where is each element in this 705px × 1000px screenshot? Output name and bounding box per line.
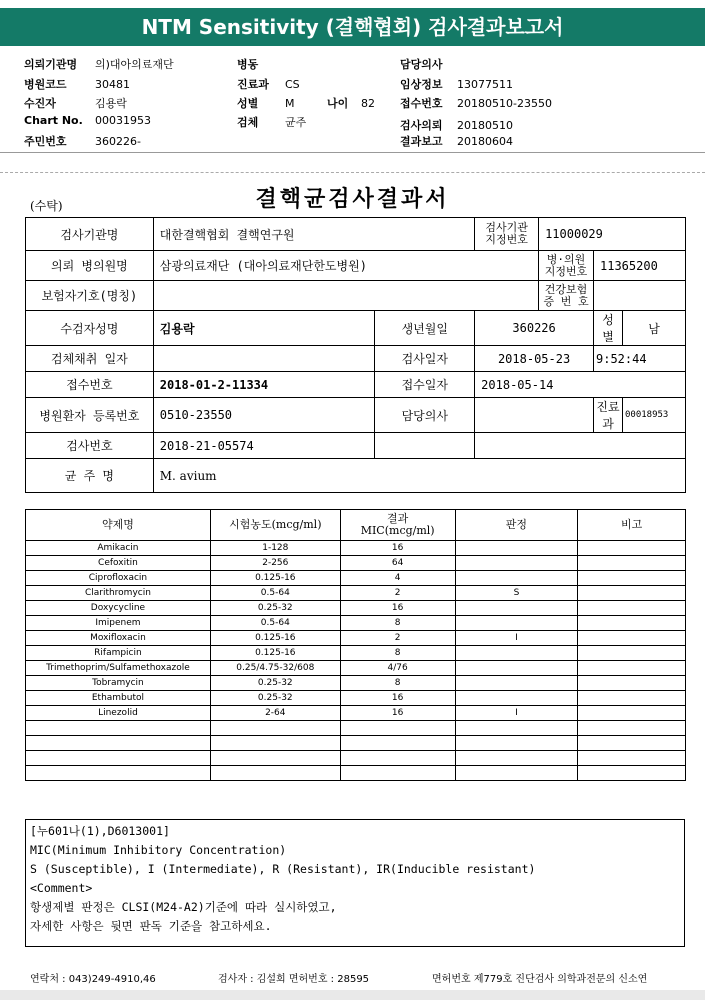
- header-left-label: Chart No.: [24, 114, 83, 127]
- hospital-no-label: 병·의원 지정번호: [539, 251, 594, 281]
- drug-cell-mic: [340, 751, 455, 766]
- drug-sensitivity-table: [25, 509, 686, 781]
- document-title: 결핵균검사결과서: [255, 186, 450, 212]
- header-left-label: 병원코드: [24, 78, 67, 91]
- table-row: [26, 706, 686, 721]
- drug-cell-judge: [455, 691, 578, 706]
- header-left-value: 김용락: [95, 97, 127, 110]
- age-label: 나이: [327, 97, 349, 110]
- header-right-2: [400, 95, 552, 111]
- comment-line: S (Susceptible), I (Intermediate), R (Resistant), IR(Inducible resistant): [30, 862, 536, 876]
- drug-cell-mic: [340, 766, 455, 781]
- header-left-0: [24, 56, 174, 72]
- hospital-reg-value: 0510-23550: [153, 398, 375, 433]
- drug-cell-note: [578, 631, 686, 646]
- drug-cell-conc: [210, 766, 340, 781]
- header-left-label: 수진자: [24, 97, 56, 110]
- header-left-value: 360226-: [95, 135, 141, 148]
- drug-cell-note: [578, 556, 686, 571]
- drug-cell-conc: 0.25/4.75-32/608: [210, 661, 340, 676]
- health-no-label: 건강보험 증 번 호: [539, 281, 594, 311]
- drug-cell-conc: 2-256: [210, 556, 340, 571]
- doctor-value: [475, 398, 594, 433]
- comment-line: <Comment>: [30, 881, 93, 895]
- drug-cell-judge: [455, 601, 578, 616]
- comment-line: 항생제별 판정은 CLSI(M24-A2)기준에 따라 실시하였고,: [30, 900, 337, 914]
- header-left-value: 30481: [95, 78, 130, 91]
- drug-cell-note: [578, 751, 686, 766]
- drug-cell-judge: [455, 721, 578, 736]
- drug-cell-note: [578, 661, 686, 676]
- tear-line: [0, 172, 705, 173]
- blank-cell: [375, 433, 475, 459]
- drug-cell-conc: 0.25-32: [210, 691, 340, 706]
- dept-label: 진료과: [594, 398, 623, 433]
- collect-date-label: 검체채취 일자: [26, 346, 154, 372]
- drug-cell-mic: 8: [340, 616, 455, 631]
- header-mid-label: 병동: [237, 58, 259, 71]
- drug-cell-judge: [455, 661, 578, 676]
- drug-cell-drug: Cefoxitin: [26, 556, 211, 571]
- drug-cell-judge: I: [455, 631, 578, 646]
- table-row: [26, 571, 686, 586]
- patient-name-label: 수검자성명: [26, 311, 154, 346]
- strain-label: 균 주 명: [26, 459, 154, 493]
- header-right-value: 13077511: [457, 78, 513, 91]
- hospital-reg-label: 병원환자 등록번호: [26, 398, 154, 433]
- drug-cell-judge: [455, 751, 578, 766]
- header-right-3: [400, 117, 513, 133]
- consignment-stamp: (수탁): [30, 199, 63, 213]
- comment-line: 자세한 사항은 뒷면 판독 기준을 참고하세요.: [30, 919, 272, 933]
- header-right-label: 임상정보: [400, 78, 443, 91]
- table-row: [26, 751, 686, 766]
- hospital-label: 의뢰 병의원명: [26, 251, 154, 281]
- drug-cell-note: [578, 766, 686, 781]
- drug-cell-drug: Amikacin: [26, 541, 211, 556]
- drug-cell-mic: 64: [340, 556, 455, 571]
- header-mid-0: [237, 56, 285, 72]
- header-right-label: 담당의사: [400, 58, 443, 71]
- header-mid-value: 균주: [285, 116, 307, 129]
- drug-cell-drug: Rifampicin: [26, 646, 211, 661]
- test-no-label: 검사번호: [26, 433, 154, 459]
- drug-cell-judge: [455, 556, 578, 571]
- drug-cell-mic: 16: [340, 706, 455, 721]
- collect-date-value: [153, 346, 375, 372]
- insured-label: 보험자기호(명칭): [26, 281, 154, 311]
- drug-cell-note: [578, 571, 686, 586]
- drug-cell-note: [578, 736, 686, 751]
- drug-cell-mic: 16: [340, 691, 455, 706]
- age-value: 82: [361, 97, 375, 110]
- header-mid-label: 성별: [237, 97, 259, 110]
- header-left-value: 00031953: [95, 114, 151, 127]
- drug-cell-mic: 16: [340, 541, 455, 556]
- header-right-0: [400, 56, 457, 72]
- drug-cell-mic: 8: [340, 646, 455, 661]
- drug-cell-note: [578, 541, 686, 556]
- drug-cell-conc: 0.5-64: [210, 586, 340, 601]
- header-right-value: 20180510: [457, 119, 513, 132]
- table-row: [26, 691, 686, 706]
- header-right-value: 20180510-23550: [457, 97, 552, 110]
- header-mid-label: 검체: [237, 116, 259, 129]
- birth-value: 360226: [475, 311, 594, 346]
- table-row: [26, 631, 686, 646]
- table-row: [26, 736, 686, 751]
- drug-cell-judge: [455, 736, 578, 751]
- drug-cell-conc: 0.25-32: [210, 676, 340, 691]
- footer-license: 면허번호 제779호 진단검사 의학과전문의 신소연: [432, 974, 648, 985]
- header-left-label: 주민번호: [24, 135, 67, 148]
- header-mid-1: [237, 76, 300, 92]
- drug-cell-mic: 4: [340, 571, 455, 586]
- drug-cell-drug: Doxycycline: [26, 601, 211, 616]
- birth-label: 생년월일: [375, 311, 475, 346]
- dept-value: 00018953: [622, 398, 685, 433]
- drug-cell-note: [578, 601, 686, 616]
- drug-cell-mic: 16: [340, 601, 455, 616]
- header-divider: [0, 152, 705, 153]
- sex-label: 성별: [594, 311, 623, 346]
- header-left-value: 의)대아의료재단: [95, 58, 174, 71]
- table-row: [26, 766, 686, 781]
- drug-cell-conc: 1-128: [210, 541, 340, 556]
- header-mid-label: 진료과: [237, 78, 269, 91]
- drug-cell-conc: 0.125-16: [210, 631, 340, 646]
- header-right-label: 검사의뢰: [400, 119, 443, 132]
- drug-cell-note: [578, 586, 686, 601]
- header-left-label: 의뢰기관명: [24, 58, 78, 71]
- drug-cell-conc: [210, 736, 340, 751]
- drug-cell-note: [578, 646, 686, 661]
- exam-no-value: 11000029: [539, 218, 686, 251]
- drug-cell-mic: [340, 721, 455, 736]
- reg-no-value: 2018-01-2-11334: [153, 372, 375, 398]
- comment-line: MIC(Minimum Inhibitory Concentration): [30, 843, 287, 857]
- drug-cell-conc: 0.125-16: [210, 571, 340, 586]
- reg-date-value: 2018-05-14: [475, 372, 686, 398]
- hospital-no-value: 11365200: [594, 251, 686, 281]
- strain-value: M. avium: [153, 459, 685, 493]
- drug-cell-judge: [455, 766, 578, 781]
- reg-date-label: 접수일자: [375, 372, 475, 398]
- drug-cell-mic: 4/76: [340, 661, 455, 676]
- drug-cell-conc: 0.25-32: [210, 601, 340, 616]
- note-header: 비고: [578, 510, 686, 541]
- drug-cell-drug: [26, 721, 211, 736]
- drug-cell-conc: [210, 751, 340, 766]
- header-age: [327, 95, 375, 111]
- header-right-1: [400, 76, 513, 92]
- drug-cell-mic: 2: [340, 586, 455, 601]
- test-time-value: 9:52:44: [594, 346, 686, 372]
- bottom-bar: [0, 990, 705, 1000]
- table-row: [26, 646, 686, 661]
- table-row: [26, 601, 686, 616]
- table-row: [26, 586, 686, 601]
- header-right-label: 접수번호: [400, 97, 443, 110]
- drug-cell-drug: Imipenem: [26, 616, 211, 631]
- blank-cell: [475, 433, 686, 459]
- report-banner: NTM Sensitivity (결핵협회) 검사결과보고서: [0, 8, 705, 46]
- header-left-4: [24, 133, 141, 149]
- drug-cell-judge: [455, 541, 578, 556]
- drug-cell-mic: 8: [340, 676, 455, 691]
- table-row: [26, 541, 686, 556]
- drug-cell-judge: [455, 676, 578, 691]
- patient-info-table: [25, 217, 686, 493]
- mic-header: 결과 MIC(mcg/ml): [340, 510, 455, 541]
- hospital-value: 삼광의료재단 (대아의료재단한도병원): [153, 251, 538, 281]
- drug-cell-note: [578, 706, 686, 721]
- exam-org-label: 검사기관명: [26, 218, 154, 251]
- drug-cell-judge: I: [455, 706, 578, 721]
- health-no-value: [594, 281, 686, 311]
- drug-cell-conc: 0.125-16: [210, 646, 340, 661]
- doctor-label: 담당의사: [375, 398, 475, 433]
- table-row: [26, 556, 686, 571]
- comment-line: [누601나(1),D6013001]: [30, 824, 170, 838]
- header-mid-value: M: [285, 97, 295, 110]
- drug-cell-note: [578, 691, 686, 706]
- comment-box: [25, 819, 685, 947]
- drug-cell-note: [578, 676, 686, 691]
- drug-cell-note: [578, 721, 686, 736]
- drug-cell-drug: [26, 766, 211, 781]
- drug-cell-note: [578, 616, 686, 631]
- sex-value: 남: [622, 311, 685, 346]
- drug-header: 약제명: [26, 510, 211, 541]
- header-mid-value: CS: [285, 78, 300, 91]
- drug-cell-drug: Tobramycin: [26, 676, 211, 691]
- drug-cell-drug: Clarithromycin: [26, 586, 211, 601]
- drug-cell-judge: S: [455, 586, 578, 601]
- drug-cell-drug: Ciprofloxacin: [26, 571, 211, 586]
- drug-cell-judge: [455, 646, 578, 661]
- drug-cell-mic: [340, 736, 455, 751]
- header-left-1: [24, 76, 130, 92]
- drug-cell-drug: [26, 736, 211, 751]
- header-right-4: [400, 133, 513, 149]
- drug-cell-drug: Moxifloxacin: [26, 631, 211, 646]
- reg-no-label: 접수번호: [26, 372, 154, 398]
- drug-cell-judge: [455, 571, 578, 586]
- patient-name-value: 김용락: [153, 311, 375, 346]
- judge-header: 판정: [455, 510, 578, 541]
- drug-cell-drug: [26, 751, 211, 766]
- table-row: [26, 676, 686, 691]
- drug-cell-judge: [455, 616, 578, 631]
- header-mid-3: [237, 114, 306, 130]
- test-date-value: 2018-05-23: [475, 346, 594, 372]
- table-row: [26, 616, 686, 631]
- drug-cell-conc: 2-64: [210, 706, 340, 721]
- footer-tester: 검사자 : 김설희 면허번호 : 28595: [218, 974, 370, 985]
- header-left-3: [24, 114, 151, 127]
- drug-cell-drug: Linezolid: [26, 706, 211, 721]
- header-right-label: 결과보고: [400, 135, 443, 148]
- drug-cell-conc: [210, 721, 340, 736]
- exam-no-label: 검사기관 지정번호: [475, 218, 539, 251]
- drug-cell-conc: 0.5-64: [210, 616, 340, 631]
- header-left-2: [24, 95, 127, 111]
- drug-cell-mic: 2: [340, 631, 455, 646]
- header-mid-2: [237, 95, 295, 111]
- conc-header: 시험농도(mcg/ml): [210, 510, 340, 541]
- insured-value: [153, 281, 538, 311]
- exam-org-value: 대한결핵협회 결핵연구원: [153, 218, 474, 251]
- table-row: [26, 721, 686, 736]
- test-date-label: 검사일자: [375, 346, 475, 372]
- footer-contact: 연락처 : 043)249-4910,46: [30, 974, 156, 985]
- drug-cell-drug: Ethambutol: [26, 691, 211, 706]
- table-row: [26, 661, 686, 676]
- test-no-value: 2018-21-05574: [153, 433, 375, 459]
- drug-cell-drug: Trimethoprim/Sulfamethoxazole: [26, 661, 211, 676]
- header-right-value: 20180604: [457, 135, 513, 148]
